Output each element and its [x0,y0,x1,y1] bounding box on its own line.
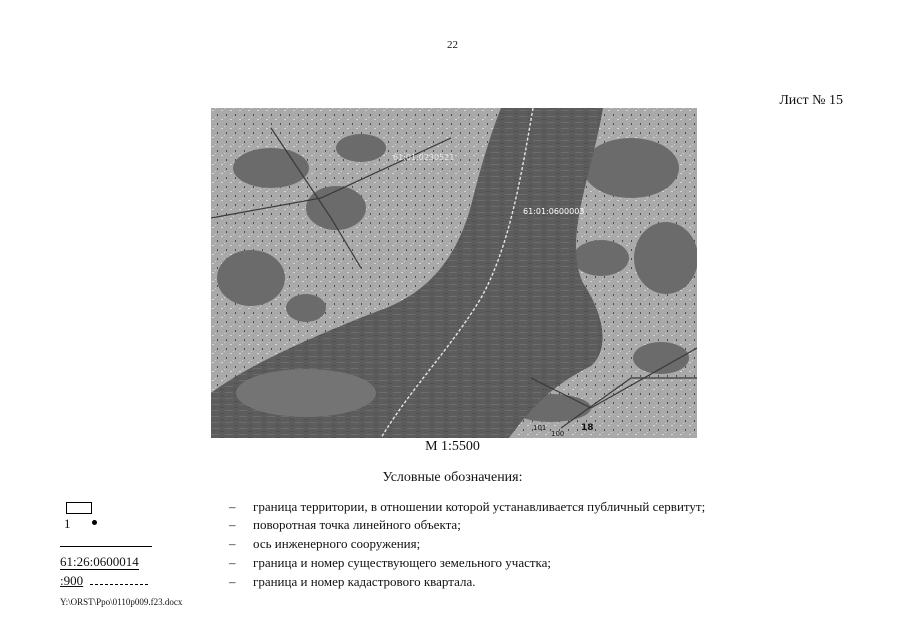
file-path: Y:\ORST\Ppo\0110p009.f23.docx [60,597,183,607]
legend-title: Условные обозначения: [382,470,523,485]
legend-dash: – [229,574,236,589]
legend-item [0,536,905,555]
map-label-river-parcel: 61:01:0600003 [523,207,585,216]
map-label-point-number: 18 [581,423,594,433]
map-svg [211,108,697,438]
legend-dash: – [229,536,236,551]
map-image [211,108,697,438]
legend-item [0,555,905,574]
map-label-left-parcel: 61:01:0230521 [393,153,455,162]
shoal-area [236,369,376,417]
legend-symbol-quarter-number: :900 [60,573,84,588]
sheet-label: Лист № 15 [779,93,843,108]
legend-symbol-parcel-number: 61:26:0600014 [60,554,139,569]
legend-item [0,574,905,593]
legend-symbol-point-number: 1 [64,516,71,531]
legend-dash: – [229,499,236,514]
map-label-lot-a: 101 [533,424,547,432]
page-number: 22 [447,39,458,51]
scale-label: М 1:5500 [425,439,480,454]
legend-dash: – [229,555,236,570]
legend-item [0,517,905,536]
legend-item-text: граница территории, в отношении которой устанавливается публичный сервитут; [253,499,706,514]
legend-item-text: поворотная точка линейного объекта; [253,517,461,532]
legend-item-text: граница и номер кадастрового квартала. [253,574,476,589]
legend-item [0,499,905,518]
legend-dash: – [229,517,236,532]
legend-item-text: ось инженерного сооружения; [253,536,421,551]
map-label-lot-b: 100 [551,430,565,438]
legend-item-text: граница и номер существующего земельного участка; [253,555,552,570]
